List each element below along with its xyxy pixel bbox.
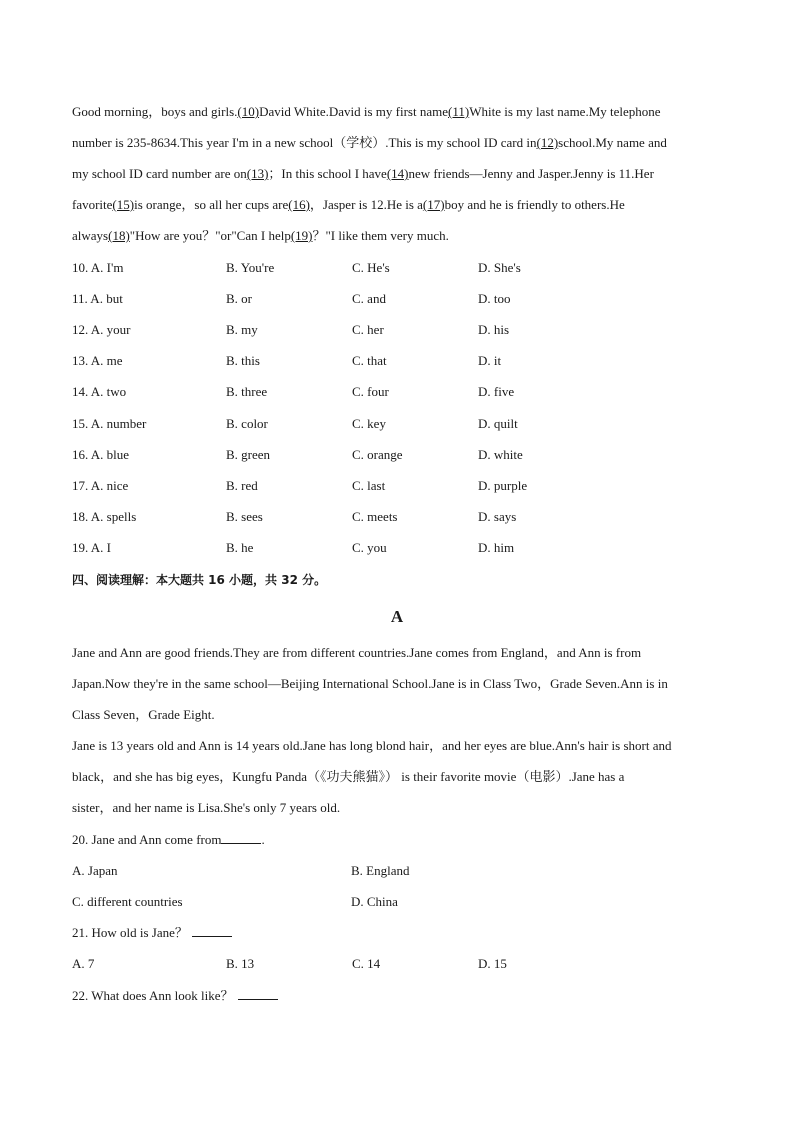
question-21-option-d: D. 15 <box>478 956 507 971</box>
cloze-line <box>72 102 661 122</box>
cloze-option-b: B. green <box>226 446 271 462</box>
answer-blank <box>192 924 232 937</box>
cloze-option-d: D. him <box>478 539 515 555</box>
passage-text: is orange，so all her cups are <box>134 197 289 212</box>
cloze-option-a: 12. A. your <box>72 322 131 338</box>
cloze-option-c: C. key <box>352 415 386 431</box>
cloze-option-a: 17. A. nice <box>72 477 129 493</box>
cloze-option-b: B. this <box>226 353 260 369</box>
passage-text: always <box>72 228 109 243</box>
question-20-stem <box>72 830 265 850</box>
answer-blank <box>238 987 278 1000</box>
passage-text: White is my last name.My telephone <box>469 104 661 119</box>
question-21-stem <box>72 923 232 943</box>
cloze-option-d: D. too <box>478 291 511 307</box>
question-21-option-a: A. 7 <box>72 956 95 971</box>
section-heading: 四、阅读理解：本大题共 16 小题，共 32 分。 <box>72 573 327 587</box>
passage-text: David White.David is my first name <box>259 104 449 119</box>
passage-text: ？"I like them very much. <box>312 228 449 243</box>
passage-line: sister，and her name is Lisa.She's only 7 years old. <box>72 800 341 815</box>
cloze-option-b: B. my <box>226 322 258 338</box>
passage-line: black，and she has big eyes，Kungfu Panda（《功夫熊猫》） is their favorite movie（电影）.Jane has a <box>72 769 625 784</box>
cloze-option-d: D. five <box>478 384 515 400</box>
passage-title: A <box>390 607 404 626</box>
cloze-option-a: 13. A. me <box>72 353 123 369</box>
question-21-option-b: B. 13 <box>226 956 255 971</box>
question-22-text: 22. What does Ann look like？ <box>72 988 234 1003</box>
cloze-option-d: D. She's <box>478 260 521 275</box>
passage-line: Jane and Ann are good friends.They are from different countries.Jane comes from England，and Ann is from <box>72 645 642 660</box>
blank-number: (15) <box>112 197 135 212</box>
cloze-option-c: C. that <box>352 353 387 369</box>
cloze-option-c: C. her <box>352 322 384 338</box>
cloze-option-c: C. last <box>352 477 386 493</box>
passage-line: Jane is 13 years old and Ann is 14 years old.Jane has long blond hair，and her eyes are blue.Ann's hair is short and <box>72 738 672 753</box>
cloze-option-a: 19. A. I <box>72 539 111 555</box>
passage-line: Class Seven，Grade Eight. <box>72 707 215 722</box>
cloze-option-a: 10. A. I'm <box>72 260 124 275</box>
cloze-option-b: B. he <box>226 539 254 555</box>
blank-number: (18) <box>108 228 130 243</box>
blank-number: (19) <box>290 228 313 243</box>
cloze-option-b: B. color <box>226 415 268 431</box>
cloze-line <box>72 195 625 215</box>
blank-number: (11) <box>448 104 470 119</box>
passage-text: boy and he is friendly to others.He <box>444 197 625 212</box>
blank-number: (12) <box>536 135 559 150</box>
cloze-option-b: B. or <box>226 291 252 307</box>
cloze-option-d: D. says <box>478 508 517 524</box>
passage-line: Japan.Now they're in the same school—Beijing International School.Jane is in Class Two，Grade Seven.Ann is in <box>72 676 668 691</box>
blank-number: (16) <box>288 197 310 212</box>
cloze-option-a: 18. A. spells <box>72 508 137 524</box>
cloze-option-d: D. quilt <box>478 415 518 431</box>
blank-number: (13) <box>246 166 269 181</box>
question-20-option-d: D. China <box>351 894 398 909</box>
cloze-option-c: C. meets <box>352 508 398 524</box>
passage-text: number is 235-8634.This year I'm in a new school（学校）.This is my school ID card in <box>72 135 537 150</box>
blank-number: (17) <box>422 197 445 212</box>
cloze-line <box>72 164 654 184</box>
cloze-option-c: C. orange <box>352 446 403 462</box>
cloze-option-d: D. it <box>478 353 502 369</box>
question-21-text: 21. How old is Jane？ <box>72 925 188 940</box>
cloze-option-c: C. you <box>352 539 387 555</box>
cloze-option-a: 16. A. blue <box>72 446 130 462</box>
cloze-option-c: C. He's <box>352 260 390 275</box>
cloze-option-d: D. his <box>478 322 510 338</box>
passage-text: school.My name and <box>558 135 667 150</box>
question-20-end: . <box>261 832 265 847</box>
passage-text: Good morning，boys and girls. <box>72 104 238 119</box>
cloze-option-b: B. red <box>226 477 258 493</box>
passage-text: new friends—Jenny and Jasper.Jenny is 11.Her <box>408 166 654 181</box>
cloze-option-a: 14. A. two <box>72 384 127 400</box>
answer-blank <box>221 831 261 844</box>
cloze-line <box>72 226 449 246</box>
cloze-option-c: C. and <box>352 291 386 307</box>
cloze-option-b: B. You're <box>226 260 275 275</box>
cloze-option-a: 11. A. but <box>72 291 123 307</box>
question-20-text: 20. Jane and Ann come from <box>72 832 222 847</box>
cloze-option-b: B. three <box>226 384 268 400</box>
question-20-option-a: A. Japan <box>72 863 118 878</box>
passage-text: "How are you？"or"Can I help <box>129 228 291 243</box>
passage-text: favorite <box>72 197 113 212</box>
passage-text: ，Jasper is 12.He is a <box>309 197 423 212</box>
cloze-option-d: D. white <box>478 446 523 462</box>
cloze-option-b: B. sees <box>226 508 263 524</box>
cloze-line <box>72 133 667 153</box>
cloze-option-d: D. purple <box>478 477 528 493</box>
question-20-option-c: C. different countries <box>72 894 183 909</box>
blank-number: (10) <box>237 104 260 119</box>
question-21-option-c: C. 14 <box>352 956 381 971</box>
question-20-option-b: B. England <box>351 863 410 878</box>
cloze-option-c: C. four <box>352 384 389 400</box>
question-22-stem <box>72 986 278 1006</box>
cloze-option-a: 15. A. number <box>72 415 147 431</box>
blank-number: (14) <box>386 166 409 181</box>
passage-text: my school ID card number are on <box>72 166 247 181</box>
passage-text: ；In this school I have <box>268 166 387 181</box>
